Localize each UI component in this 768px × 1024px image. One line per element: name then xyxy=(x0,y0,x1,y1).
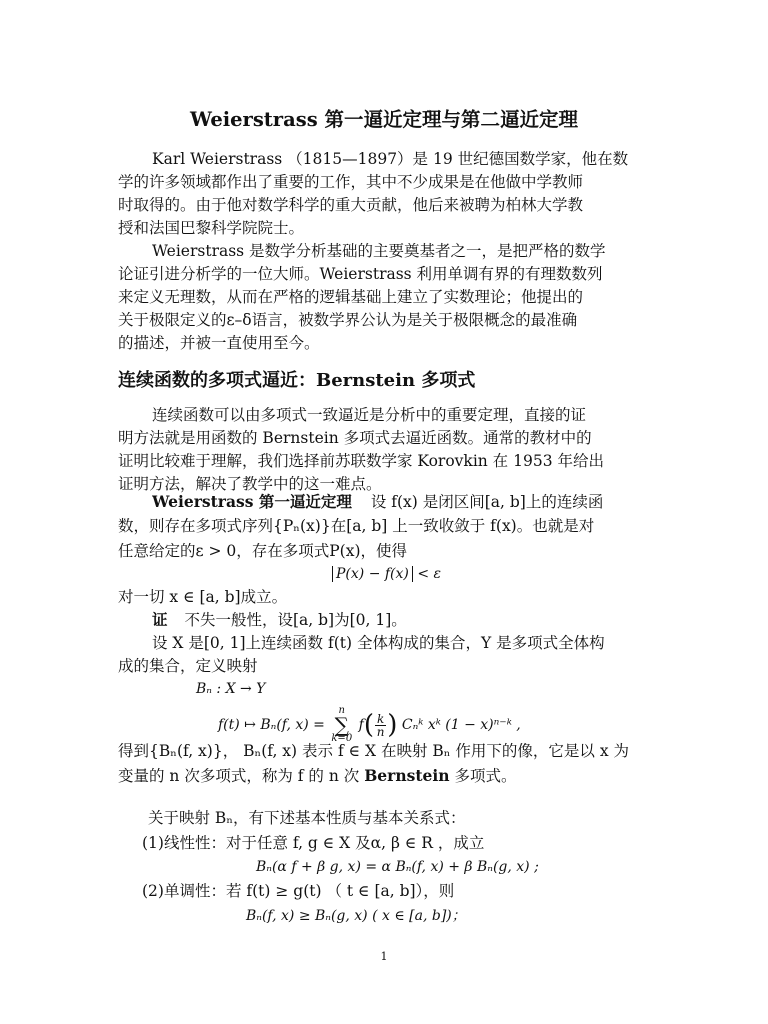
section-line: 连续函数可以由多项式一致逼近是分析中的重要定理，直接的证 xyxy=(152,406,587,424)
intro-line: 的描述，并被一直使用至今。 xyxy=(118,334,320,352)
fraction-numerator: k xyxy=(376,711,385,726)
intro-line: Weierstrass 是数学分析基础的主要奠基者之一，是把严格的数学 xyxy=(152,242,606,260)
intro-line: 时取得的。由于他对数学科学的重大贡献，他后来被聘为柏林大学教 xyxy=(118,196,584,214)
bernstein-term: Bernstein xyxy=(364,766,450,785)
intro-line: 来定义无理数，从而在严格的逻辑基础上建立了实数理论；他提出的 xyxy=(118,288,584,306)
page-number: 1 xyxy=(380,950,388,963)
proof-label: 证 xyxy=(152,610,168,629)
sum-symbol: n ∑ k=0 xyxy=(331,705,353,744)
proof-line: 设 X 是[0, 1]上连续函数 f(t) 全体构成的集合，Y 是多项式全体构 xyxy=(152,634,605,652)
intro-line: 授和法国巴黎科学院院士。 xyxy=(118,219,305,237)
section-line: 明方法就是用函数的 Bernstein 多项式去逼近函数。通常的教材中的 xyxy=(118,429,592,447)
section-line: 证明比较难于理解，我们选择前苏联数学家 Korovkin 在 1953 年给出 xyxy=(118,452,604,470)
bernstein-formula: f(t) ↦ Bₙ(f, x) = n ∑ k=0 f( $\frac{k}{n}$ ) Cₙᵏ xᵏ (1 − x)ⁿ⁻ᵏ , xyxy=(218,705,521,744)
linearity-formula: Bₙ(α f + β g, x) = α Bₙ(f, x) + β Bₙ(g, x) ; xyxy=(256,859,539,875)
properties-intro: 关于映射 Bₙ，有下述基本性质与基本关系式： xyxy=(148,809,466,827)
proof-line xyxy=(118,765,658,787)
sum-lower: k=0 xyxy=(331,733,353,744)
section-line: 证明方法，解决了教学中的这一难点。 xyxy=(118,475,382,493)
inequality-rhs: < ε xyxy=(417,566,442,582)
theorem-line: 任意给定的ε > 0，存在多项式P(x)，使得 xyxy=(118,542,407,560)
intro-line: Karl Weierstrass （1815—1897）是 19 世纪德国数学家，他在数 xyxy=(152,150,629,168)
bernstein-lhs: f(t) ↦ Bₙ(f, x) = xyxy=(218,717,325,733)
proof-line xyxy=(152,609,658,631)
page-title: Weierstrass 第一逼近定理与第二逼近定理 xyxy=(190,108,578,131)
monotonicity-formula: Bₙ(f, x) ≥ Bₙ(g, x) ( x ∈ [a, b])； xyxy=(246,908,466,924)
bernstein-rhs: Cₙᵏ xᵏ (1 − x)ⁿ⁻ᵏ , xyxy=(401,717,521,733)
intro-line: 论证引进分析学的一位大师。Weierstrass 利用单调有界的有理数数列 xyxy=(118,265,603,283)
sum-upper: n xyxy=(338,705,345,716)
proof-line: 得到{Bₙ(f, x)}， Bₙ(f, x) 表示 f ∈ X 在映射 Bₙ 作用下的像，它是以 x 为 xyxy=(118,742,630,760)
fraction-denominator: n xyxy=(376,724,385,739)
property-linearity: (1)线性性：对于任意 f, g ∈ X 及α, β ∈ R ，成立 xyxy=(142,834,485,852)
theorem-label: Weierstrass 第一逼近定理 xyxy=(152,492,352,511)
section-heading: 连续函数的多项式逼近：Bernstein 多项式 xyxy=(118,370,476,391)
inequality-abs: P(x) − f(x) xyxy=(332,566,413,582)
proof-line: 成的集合，定义映射 xyxy=(118,657,258,675)
theorem-line: 对一切 x ∈ [a, b]成立。 xyxy=(118,588,288,606)
proof-text: 不失一般性，设[a, b]为[0, 1]。 xyxy=(184,611,407,629)
inequality xyxy=(332,564,441,584)
theorem-line: 数，则存在多项式序列{Pₙ(x)}在[a, b] 上一致收敛于 f(x)。也就是对 xyxy=(118,517,595,535)
proof-text: 多项式。 xyxy=(449,767,517,785)
intro-line: 关于极限定义的ε–δ语言，被数学界公认为是关于极限概念的最准确 xyxy=(118,311,578,329)
theorem-text: 设 f(x) 是闭区间[a, b]上的连续函 xyxy=(370,493,604,511)
property-monotonicity: (2)单调性：若 f(t) ≥ g(t) （ t ∈ [a, b]），则 xyxy=(142,882,455,900)
mapping-formula: Bₙ : X → Y xyxy=(196,681,266,697)
intro-line: 学的许多领域都作出了重要的工作，其中不少成果是在他做中学教师 xyxy=(118,173,584,191)
proof-text: 变量的 n 次多项式，称为 f 的 n 次 xyxy=(118,767,365,785)
theorem-line xyxy=(152,491,658,513)
fraction xyxy=(375,713,386,738)
